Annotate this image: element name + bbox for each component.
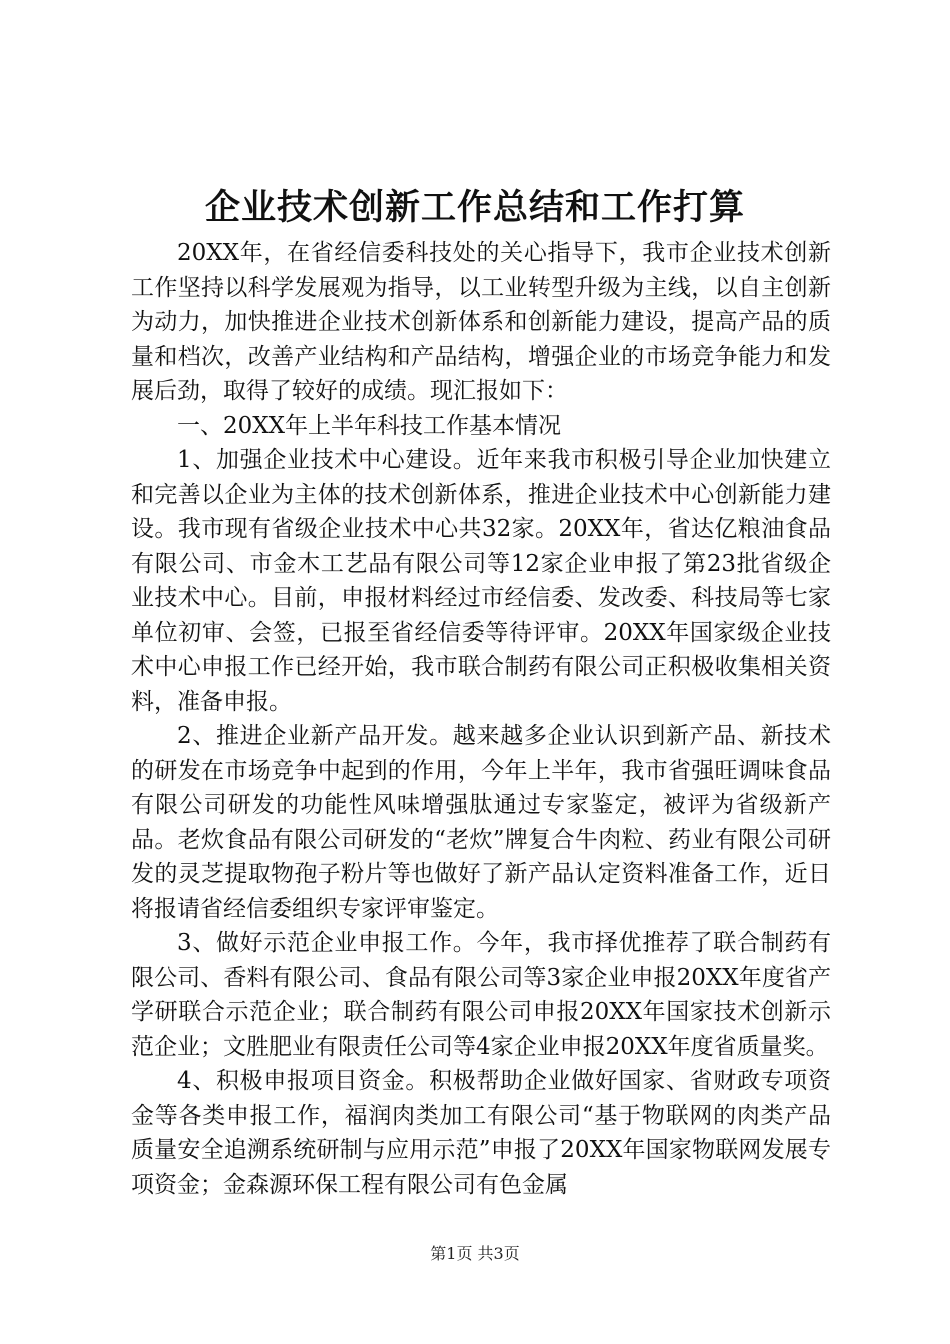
item-3-paragraph: 3、做好示范企业申报工作。今年，我市择优推荐了联合制药有限公司、香料有限公司、食品有限公司等3家企业申报20XX年度省产学研联合示范企业；联合制药有限公司申报20XX年国家技术创新示范企业；文胜肥业有限责任公司等4家企业申报20XX年度省质量奖。	[131, 930, 831, 1060]
item-1-paragraph: 1、加强企业技术中心建设。近年来我市积极引导企业加快建立和完善以企业为主体的技术创新体系，推进企业技术中心创新能力建设。我市现有省级企业技术中心共32家。20XX年，省达亿粮油食品有限公司、市金木工艺品有限公司等12家企业申报了第23批省级企业技术中心。目前，申报材料经过市经信委、发改委、科技局等七家单位初审、会签，已报至省经信委等待评审。20XX年国家级企业技术中心申报工作已经开始，我市联合制药有限公司正积极收集相关资料，准备申报。	[131, 447, 831, 715]
intro-paragraph: 20XX年，在省经信委科技处的关心指导下，我市企业技术创新工作坚持以科学发展观为指导，以工业转型升级为主线，以自主创新为动力，加快推进企业技术创新体系和创新能力建设，提高产品的质量和档次，改善产业结构和产品结构，增强企业的市场竞争能力和发展后劲，取得了较好的成绩。现汇报如下：	[131, 240, 831, 404]
document-title: 企业技术创新工作总结和工作打算	[204, 187, 745, 228]
section-heading: 一、20XX年上半年科技工作基本情况	[177, 412, 562, 439]
document-body	[131, 236, 831, 1202]
item-2-paragraph: 2、推进企业新产品开发。越来越多企业认识到新产品、新技术的研发在市场竞争中起到的作用，今年上半年，我市省强旺调味食品有限公司研发的功能性风味增强肽通过专家鉴定，被评为省级新产品。老炊食品有限公司研发的“老炊”牌复合牛肉粒、药业有限公司研发的灵芝提取物孢子粉片等也做好了新产品认定资料准备工作，近日将报请省经信委组织专家评审鉴定。	[131, 723, 831, 922]
page-number-footer: 第1页 共3页	[430, 1244, 520, 1263]
item-4-paragraph: 4、积极申报项目资金。积极帮助企业做好国家、省财政专项资金等各类申报工作，福润肉类加工有限公司“基于物联网的肉类产品质量安全追溯系统研制与应用示范”申报了20XX年国家物联网发展专项资金；金森源环保工程有限公司有色金属	[131, 1068, 831, 1198]
